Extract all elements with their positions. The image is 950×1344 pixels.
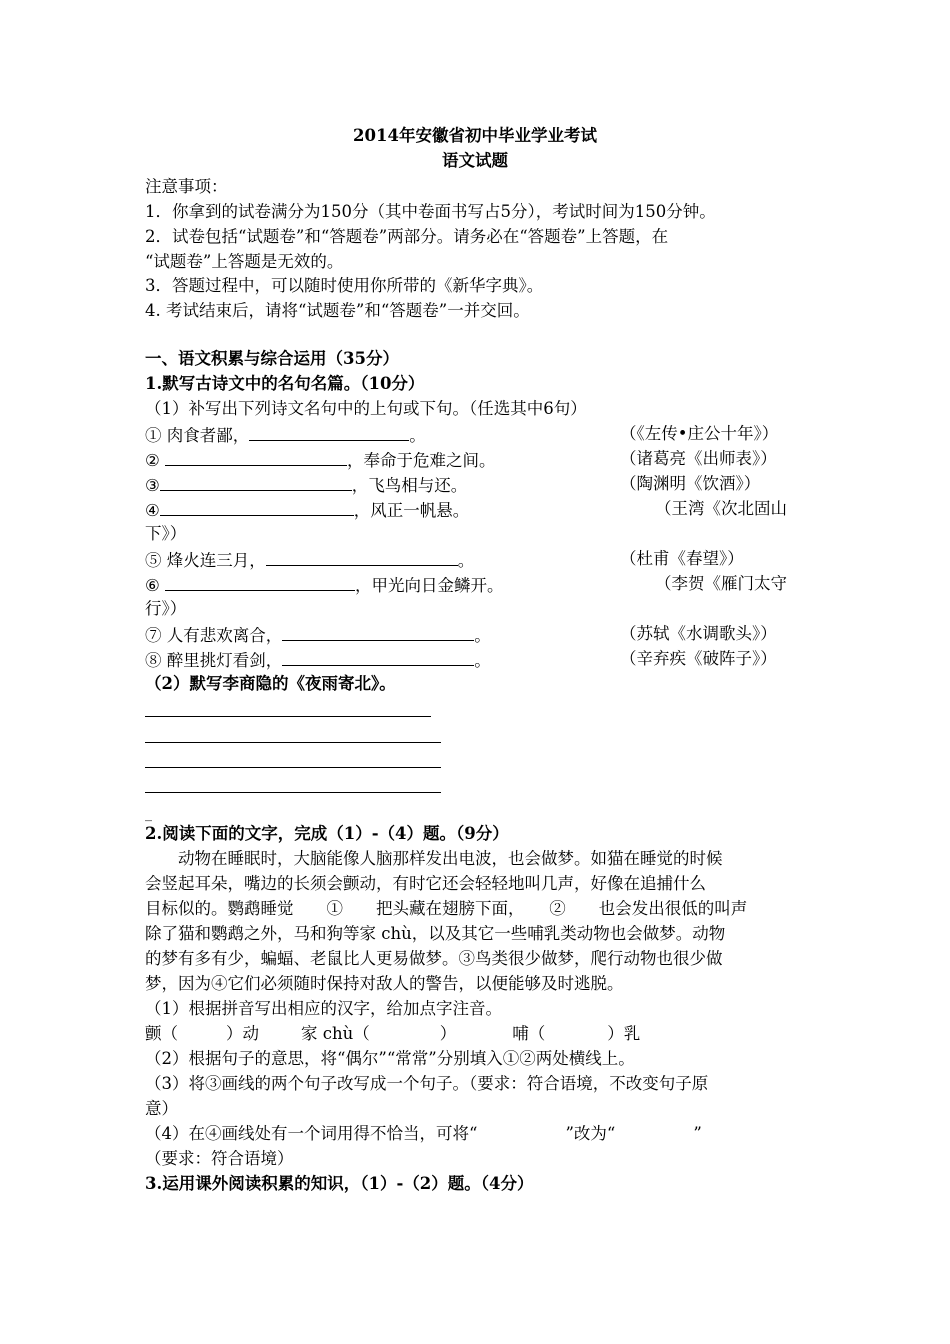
passage-line: 目标似的。鹦鹉睡觉 ① 把头藏在翅膀下面， ② 也会发出很低的叫声 (145, 899, 748, 918)
recitation-given: 。 (474, 626, 491, 645)
question-text: ” (693, 1124, 702, 1143)
recitation-source: （陶渊明《饮酒》） (620, 474, 761, 493)
exam-title: 2014年安徽省初中毕业学业考试 (353, 126, 597, 145)
recitation-source: （苏轼《水调歌头》） (620, 624, 777, 643)
recitation-source: （《左传•庄公十年》） (620, 424, 779, 443)
notice-item: 4. 考试结束后，请将“试题卷”和“答题卷”一并交回。 (145, 301, 530, 320)
question-subpart: （2）默写李商隐的《夜雨寄北》。 (145, 674, 396, 693)
recitation-given: ⑦ 人有悲欢离合， (145, 626, 283, 645)
question-subpart: 意） (145, 1099, 178, 1118)
passage-line: 除了猫和鹦鹉之外，马和狗等家 chù，以及其它一些哺乳类动物也会做梦。动物 (145, 924, 726, 943)
notice-item: 1．你拿到的试卷满分为150分（其中卷面书写占5分），考试时间为150分钟。 (145, 202, 716, 221)
poem-answer-line[interactable] (145, 792, 441, 793)
answer-blank[interactable] (266, 547, 458, 566)
question-subpart: （3）将③画线的两个句子改写成一个句子。（要求：符合语境，不改变句子原 (145, 1074, 709, 1093)
recitation-source: （诸葛亮《出师表》） (620, 449, 777, 468)
recitation-source: （杜甫《春望》） (620, 549, 744, 568)
answer-blank[interactable] (249, 422, 409, 441)
passage-line: 动物在睡眠时，大脑能像人脑那样发出电波，也会做梦。如猫在睡觉的时候 (145, 849, 723, 868)
recitation-line (145, 422, 426, 448)
notice-item: 2．试卷包括“试题卷”和“答题卷”两部分。请务必在“答题卷”上答题，在 (145, 227, 669, 246)
pinyin-item: ）动 (226, 1024, 259, 1043)
recitation-given: ① 肉食者鄙， (145, 426, 250, 445)
recitation-given: ，飞鸟相与还。 (351, 476, 468, 495)
question-title: 2.阅读下面的文字，完成（1）-（4）题。（9分） (145, 824, 509, 843)
recitation-given: ⑥ (145, 576, 166, 595)
question-title: 1.默写古诗文中的名句名篇。（10分） (145, 374, 425, 393)
pinyin-item: ） (439, 1024, 457, 1043)
answer-blank[interactable] (160, 497, 354, 516)
answer-blank[interactable] (160, 472, 352, 491)
recitation-given: 。 (457, 551, 475, 570)
question-text: （4）在④画线处有一个词用得不恰当，可将“ (145, 1124, 478, 1143)
question-subpart: （1）根据拼音写出相应的汉字，给加点字注音。 (145, 999, 502, 1018)
recitation-source: （王湾《次北固山 (655, 499, 787, 518)
recitation-line (145, 647, 491, 673)
recitation-given: ，风正一帆悬。 (353, 501, 470, 520)
recitation-given: ② (145, 451, 166, 470)
exam-subtitle: 语文试题 (442, 151, 508, 170)
passage-line: 会竖起耳朵，嘴边的长须会颤动，有时它还会轻轻地叫几声，好像在追捕什么 (145, 874, 706, 893)
recitation-line (145, 447, 496, 473)
pinyin-item: 家 chù（ (301, 1024, 370, 1043)
answer-blank[interactable] (282, 622, 474, 641)
poem-answer-dash: _ (145, 806, 152, 822)
question-title: 3.运用课外阅读积累的知识，（1）-（2）题。（4分） (145, 1174, 534, 1193)
poem-answer-line[interactable] (145, 716, 431, 717)
recitation-source: （辛弃疾《破阵子》） (620, 649, 777, 668)
recitation-line (145, 547, 474, 573)
pinyin-line (145, 1022, 640, 1046)
question-subpart (145, 1122, 702, 1146)
recitation-given: ，奉命于危难之间。 (347, 451, 496, 470)
answer-blank[interactable] (165, 447, 347, 466)
recitation-given: ，甲光向日金鳞开。 (355, 576, 504, 595)
answer-blank[interactable] (282, 647, 474, 666)
section-heading: 一、语文积累与综合运用（35分） (145, 349, 399, 368)
poem-answer-line[interactable] (145, 767, 441, 768)
recitation-source-wrap: 行》） (145, 599, 187, 618)
recitation-given: ⑧ 醉里挑灯看剑， (145, 651, 283, 670)
pinyin-item: 颤（ (145, 1024, 178, 1043)
recitation-line (145, 472, 467, 498)
question-text: ”改为“ (565, 1124, 616, 1143)
recitation-line (145, 497, 469, 523)
question-subpart: （要求：符合语境） (145, 1149, 294, 1168)
notice-heading: 注意事项： (145, 177, 228, 196)
recitation-given: ③ (145, 476, 160, 495)
pinyin-item: ）乳 (607, 1024, 641, 1043)
answer-blank[interactable] (165, 572, 355, 591)
pinyin-item: 哺（ (512, 1024, 546, 1043)
passage-line: 的梦有多有少，蝙蝠、老鼠比人更易做梦。③鸟类很少做梦，爬行动物也很少做 (145, 949, 723, 968)
recitation-given: 。 (474, 651, 491, 670)
recitation-line (145, 622, 491, 648)
recitation-source-wrap: 下》） (145, 524, 187, 543)
recitation-given: ⑤ 烽火连三月， (145, 551, 266, 570)
poem-answer-line[interactable] (145, 742, 441, 743)
recitation-source: （李贺《雁门太守 (655, 574, 787, 593)
recitation-given: ④ (145, 501, 160, 520)
question-subpart: （1）补写出下列诗文名句中的上句或下句。（任选其中6句） (145, 399, 587, 418)
question-subpart: （2）根据句子的意思，将“偶尔”“常常”分别填入①②两处横线上。 (145, 1049, 635, 1068)
recitation-given: 。 (409, 426, 426, 445)
passage-line: 梦，因为④它们必须随时保持对敌人的警告，以便能够及时逃脱。 (145, 974, 624, 993)
notice-item: 3．答题过程中，可以随时使用你所带的《新华字典》。 (145, 276, 544, 295)
notice-item: “试题卷”上答题是无效的。 (145, 252, 344, 271)
recitation-line (145, 572, 504, 598)
